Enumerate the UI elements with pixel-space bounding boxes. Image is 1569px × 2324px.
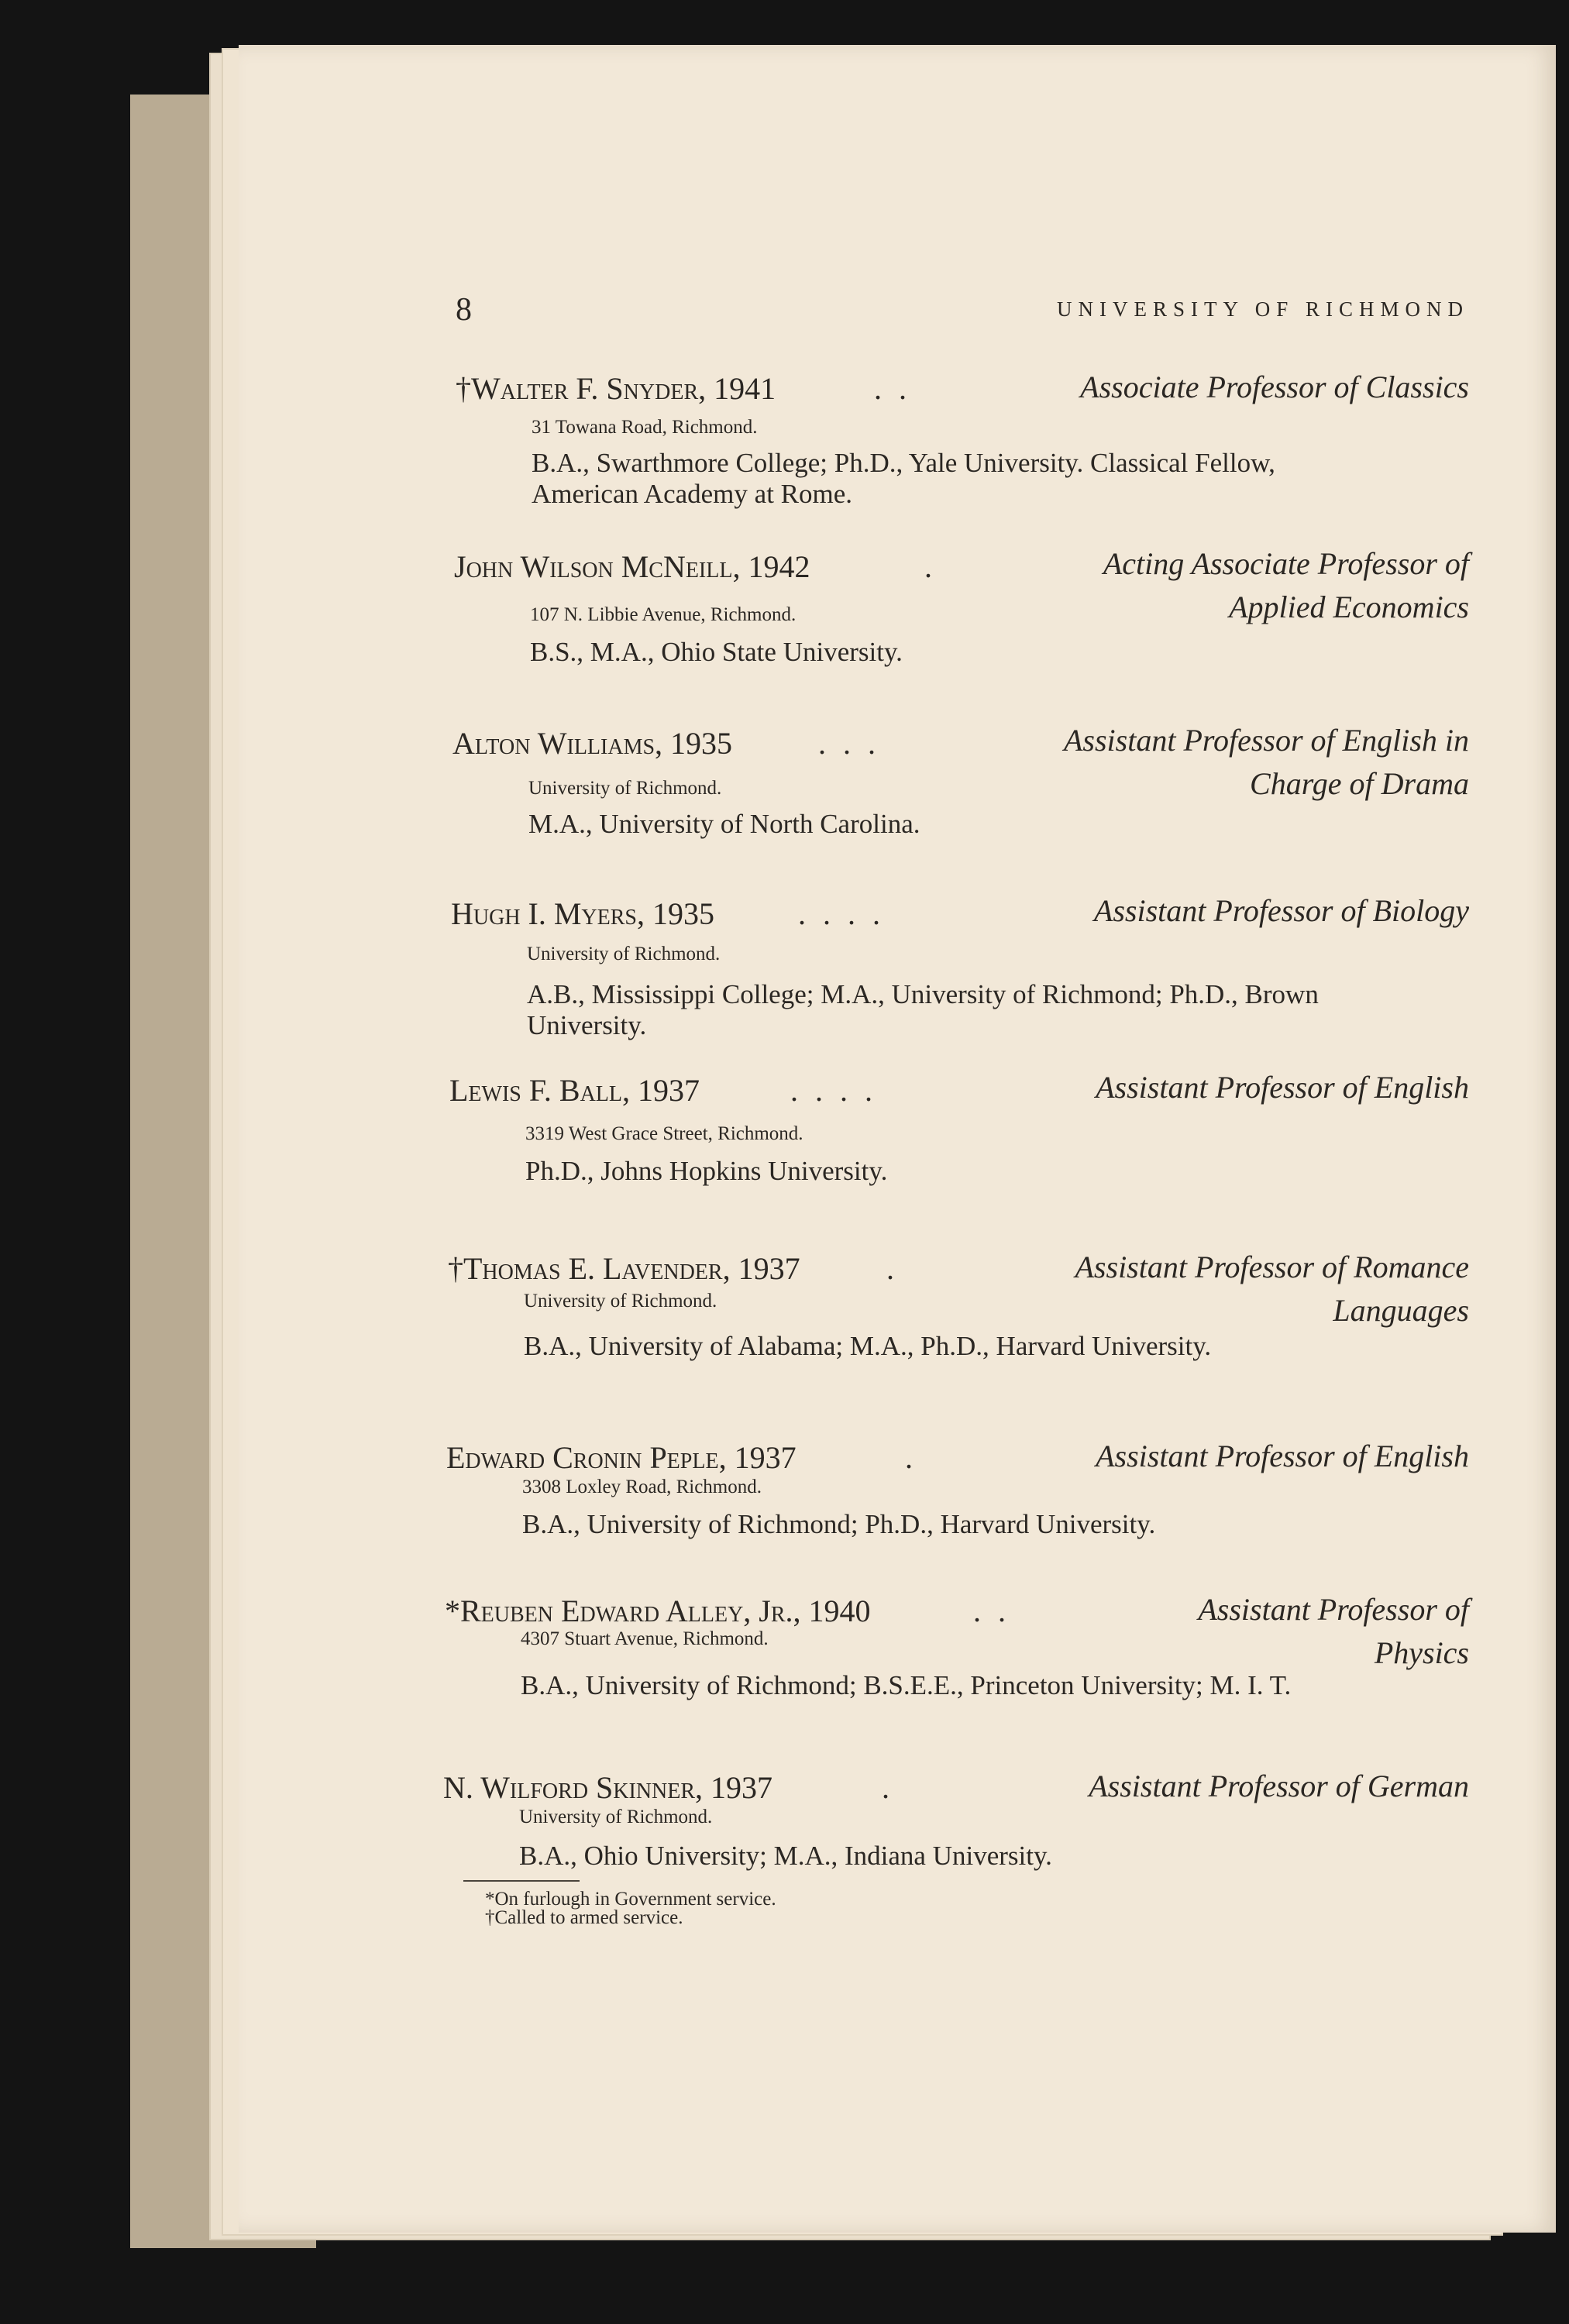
- faculty-title: Associate Professor of Classics: [1080, 370, 1469, 404]
- faculty-degrees: B.A., University of Richmond; B.S.E.E., Princeton University; M. I. T.: [521, 1670, 1292, 1700]
- footnote-rule: [463, 1880, 580, 1882]
- footnote: †Called to armed service.: [485, 1907, 683, 1928]
- faculty-title: Assistant Professor of English in Charge of Drama: [1063, 723, 1469, 801]
- faculty-degrees: B.A., Ohio University; M.A., Indiana University.: [519, 1841, 1052, 1871]
- faculty-title: Assistant Professor of Biology: [1093, 893, 1469, 928]
- faculty-name: John Wilson McNeill, 1942: [454, 549, 810, 584]
- leader-dots: .: [882, 1770, 894, 1805]
- faculty-title: Acting Associate Professor of Applied Economics: [1103, 546, 1469, 624]
- faculty-name: Alton Williams, 1935: [452, 726, 733, 761]
- faculty-degrees: B.A., University of Richmond; Ph.D., Harvard University.: [522, 1509, 1156, 1539]
- faculty-address: 3319 West Grace Street, Richmond.: [525, 1123, 803, 1144]
- faculty-title: Assistant Professor of German: [1089, 1769, 1469, 1803]
- faculty-degrees: B.A., University of Alabama; M.A., Ph.D., Harvard University.: [524, 1331, 1212, 1361]
- faculty-degrees: M.A., University of North Carolina.: [528, 809, 920, 839]
- running-head: UNIVERSITY OF RICHMOND: [1056, 297, 1469, 321]
- faculty-degrees: Ph.D., Johns Hopkins University.: [525, 1156, 888, 1186]
- document-page: [239, 45, 1556, 2233]
- faculty-address: 3308 Loxley Road, Richmond.: [522, 1477, 762, 1497]
- faculty-address: University of Richmond.: [528, 778, 722, 799]
- leader-dots: .: [905, 1440, 917, 1475]
- faculty-address: University of Richmond.: [527, 944, 721, 964]
- faculty-name: Edward Cronin Peple, 1937: [446, 1440, 797, 1475]
- faculty-name: Hugh I. Myers, 1935: [451, 896, 715, 931]
- faculty-title: Assistant Professor of Romance Languages: [1075, 1250, 1469, 1328]
- leader-dots: . . . .: [790, 1073, 877, 1108]
- faculty-address: 4307 Stuart Avenue, Richmond.: [521, 1628, 769, 1649]
- faculty-address: University of Richmond.: [519, 1807, 713, 1827]
- leader-dots: . . .: [818, 726, 880, 761]
- footnote: *On furlough in Government service.: [485, 1889, 776, 1910]
- page-header: [239, 291, 1556, 338]
- faculty-address: 31 Towana Road, Richmond.: [532, 417, 758, 438]
- faculty-title: Assistant Professor of Physics: [1198, 1592, 1469, 1670]
- faculty-title: Assistant Professor of English: [1096, 1070, 1469, 1105]
- leader-dots: . . . .: [798, 896, 885, 931]
- faculty-address: 107 N. Libbie Avenue, Richmond.: [530, 604, 797, 625]
- leader-dots: .: [886, 1251, 899, 1286]
- faculty-title: Assistant Professor of English: [1096, 1439, 1469, 1473]
- faculty-name: N. Wilford Skinner, 1937: [443, 1770, 773, 1805]
- page-number: 8: [456, 292, 472, 328]
- faculty-degrees: A.B., Mississippi College; M.A., University of Richmond; Ph.D., Brown University.: [527, 979, 1319, 1040]
- faculty-name: †Walter F. Snyder, 1941: [456, 371, 776, 406]
- faculty-name: Lewis F. Ball, 1937: [449, 1073, 700, 1108]
- leader-dots: .: [924, 549, 937, 584]
- faculty-degrees: B.S., M.A., Ohio State University.: [530, 637, 903, 667]
- faculty-name: †Thomas E. Lavender, 1937: [448, 1251, 800, 1286]
- leader-dots: . .: [973, 1593, 1010, 1628]
- leader-dots: . .: [874, 371, 911, 406]
- faculty-name: *Reuben Edward Alley, Jr., 1940: [445, 1593, 871, 1628]
- faculty-degrees: B.A., Swarthmore College; Ph.D., Yale University. Classical Fellow, American Academy at Rome.: [532, 448, 1275, 509]
- faculty-address: University of Richmond.: [524, 1291, 717, 1312]
